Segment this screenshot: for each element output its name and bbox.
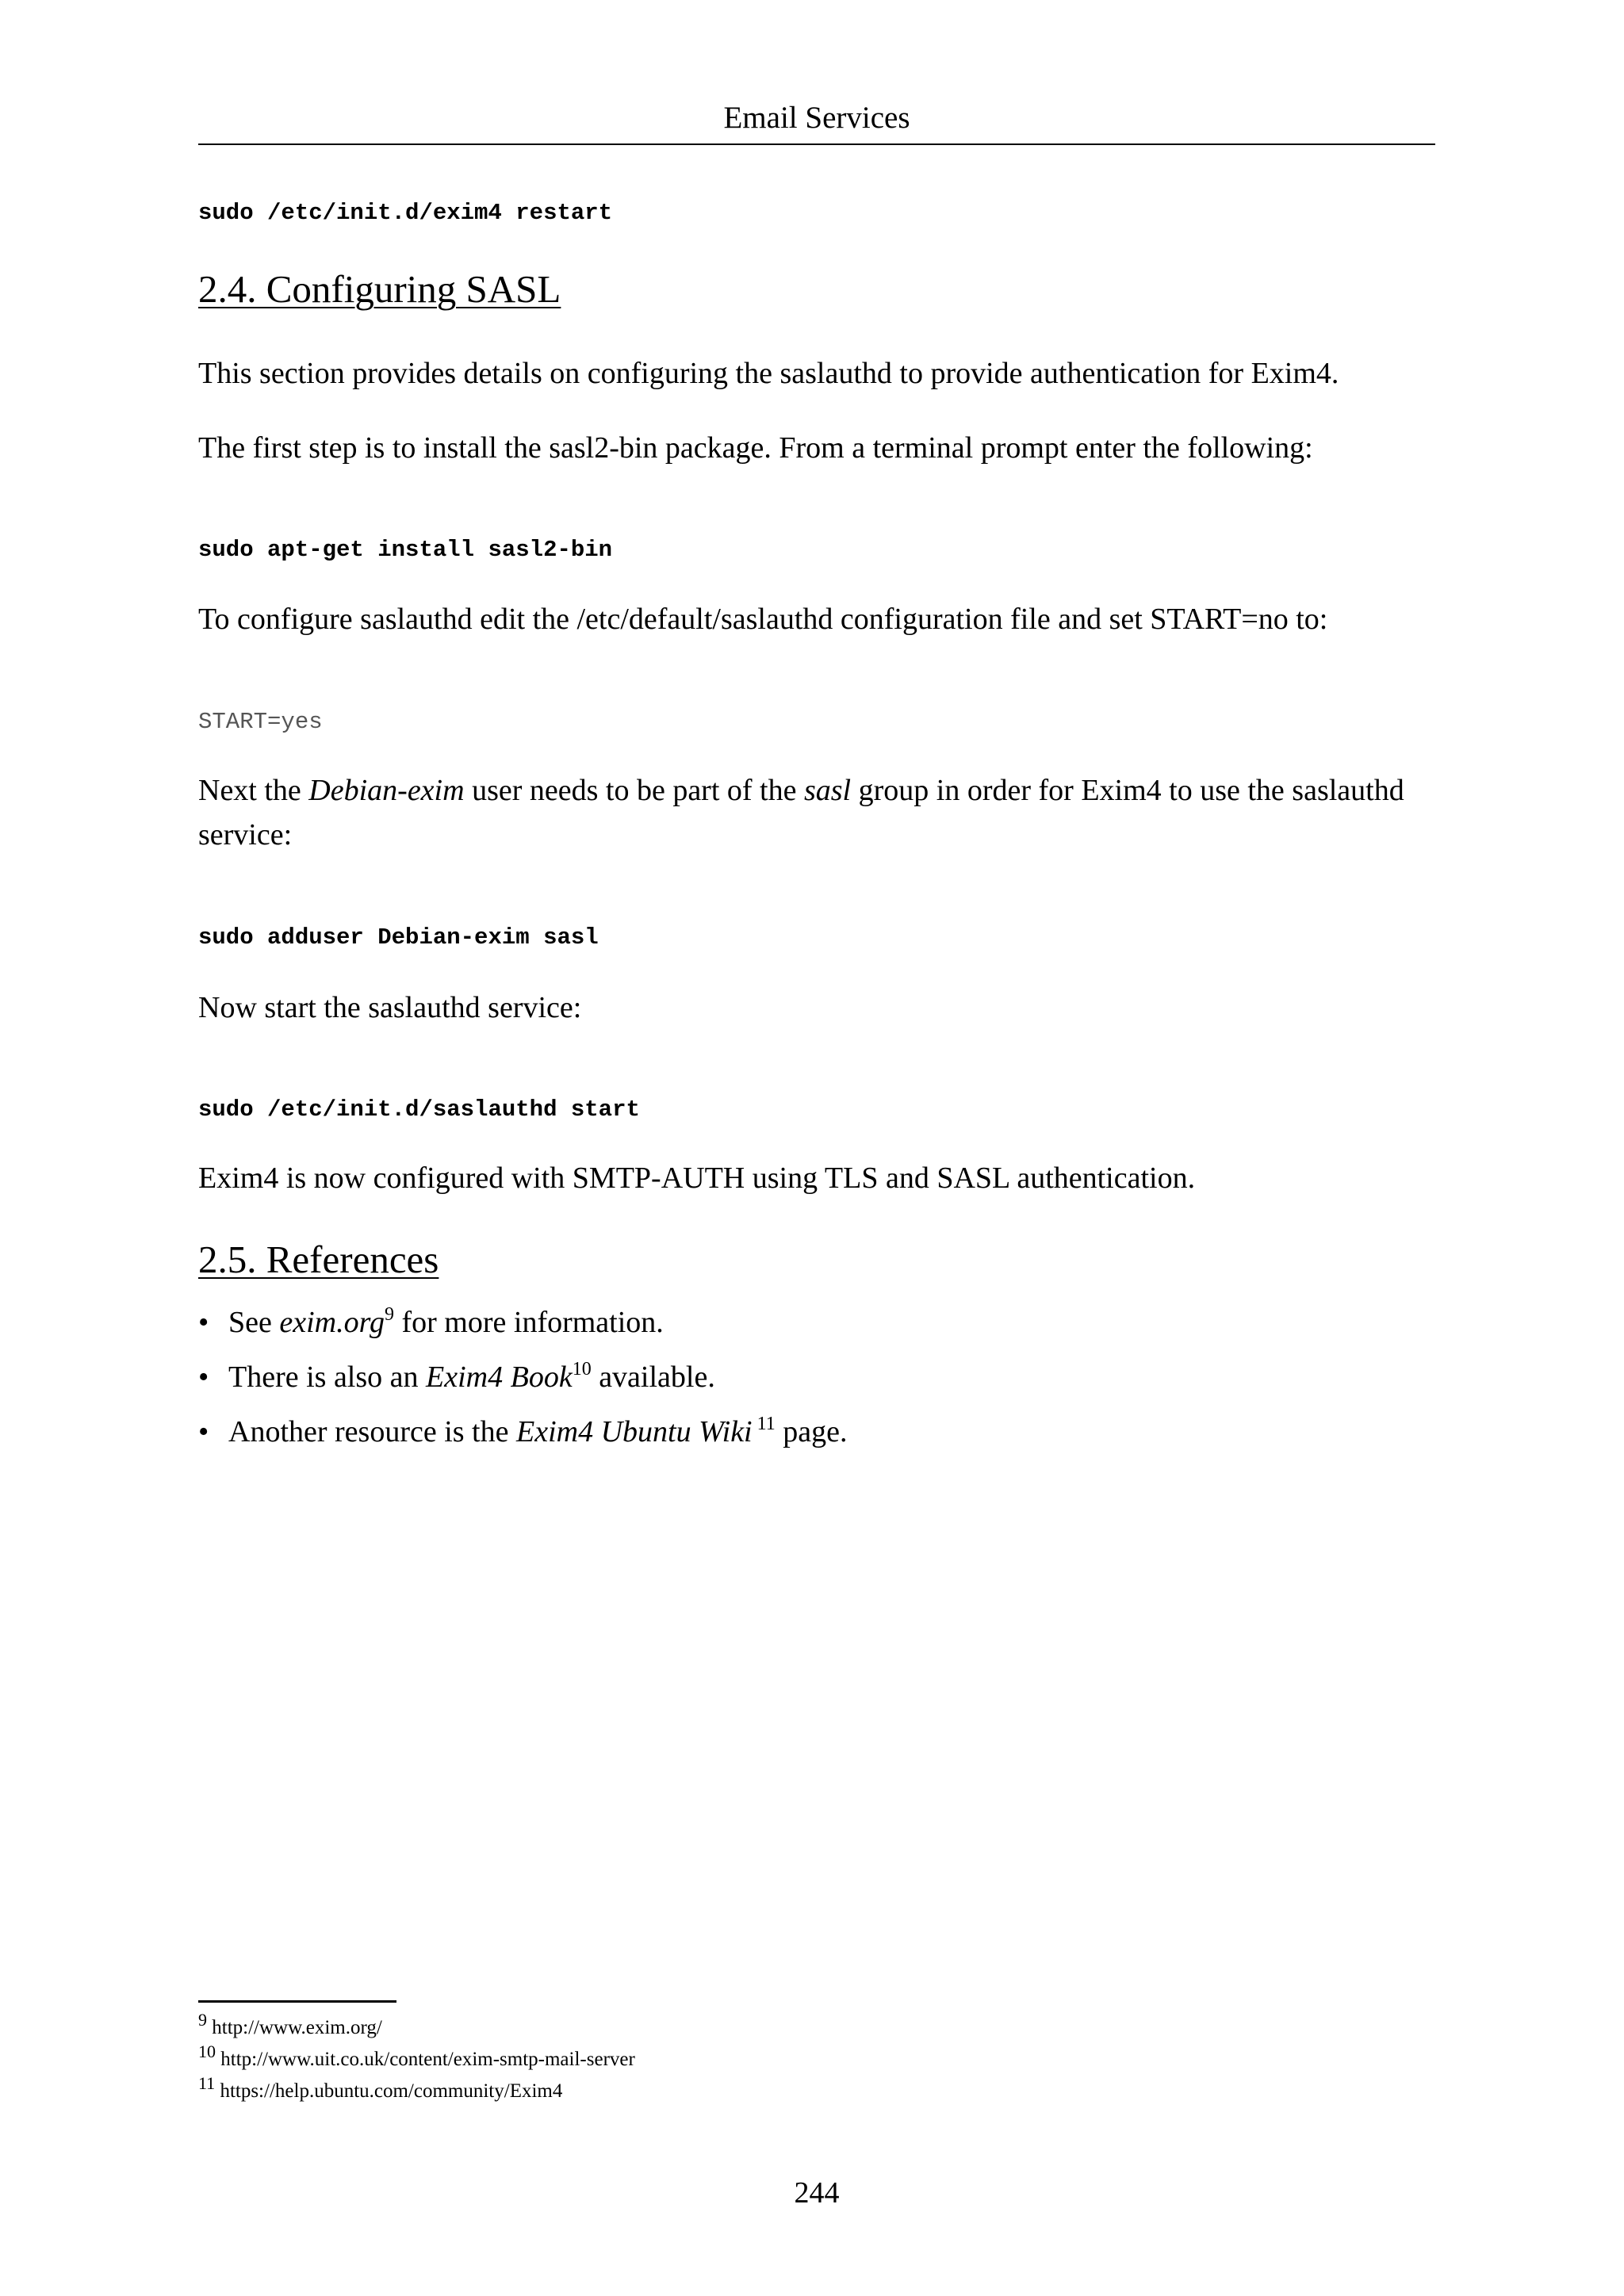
group-name-emphasis: sasl bbox=[803, 774, 852, 807]
header-rule bbox=[198, 144, 1435, 145]
paragraph-debian-exim-group bbox=[198, 768, 1435, 857]
footnote-url[interactable]: https://help.ubuntu.com/community/Exim4 bbox=[215, 2080, 563, 2102]
text-segment: available. bbox=[591, 1360, 715, 1394]
footnote-number: 9 bbox=[198, 2010, 207, 2030]
reference-link[interactable]: Exim4 Ubuntu Wiki bbox=[516, 1415, 753, 1448]
bullet-icon: • bbox=[198, 1360, 209, 1394]
footnote-11 bbox=[198, 2073, 1435, 2107]
paragraph-start-service: Now start the saslauthd service: bbox=[198, 991, 582, 1024]
text-segment: Next the bbox=[198, 774, 309, 807]
bullet-icon: • bbox=[198, 1306, 209, 1339]
text-segment: group in order for Exim4 to use the saslauthd service: bbox=[198, 774, 1404, 851]
text-segment: There is also an bbox=[228, 1360, 427, 1394]
footnote-number: 11 bbox=[198, 2073, 216, 2093]
paragraph-install-step: The first step is to install the sasl2-bin package. From a terminal prompt enter the following: bbox=[198, 431, 1313, 465]
text-segment: page. bbox=[775, 1415, 848, 1448]
paragraph-configured-summary: Exim4 is now configured with SMTP-AUTH using TLS and SASL authentication. bbox=[198, 1161, 1196, 1195]
footnote-10 bbox=[198, 2044, 1435, 2076]
footnote-ref[interactable]: 9 bbox=[385, 1304, 394, 1325]
page-number: 244 bbox=[794, 2176, 840, 2210]
reference-link[interactable]: exim.org bbox=[279, 1306, 385, 1339]
text-segment: See bbox=[228, 1306, 280, 1339]
footnote-9 bbox=[198, 2012, 1435, 2044]
references-list bbox=[198, 1295, 1435, 1460]
user-name-emphasis: Debian-exim bbox=[308, 774, 465, 807]
section-heading-references: 2.5. References bbox=[198, 1238, 439, 1281]
paragraph-configure-saslauthd: To configure saslauthd edit the /etc/default/saslauthd configuration file and set START=no to: bbox=[198, 603, 1328, 636]
code-saslauthd-start: sudo /etc/init.d/saslauthd start bbox=[198, 1096, 640, 1123]
footnote-rule bbox=[198, 2000, 396, 2003]
code-apt-get-install: sudo apt-get install sasl2-bin bbox=[198, 537, 613, 563]
list-item bbox=[198, 1295, 1435, 1350]
running-header: Email Services bbox=[723, 101, 910, 135]
footnote-number: 10 bbox=[198, 2042, 216, 2061]
paragraph-sasl-intro: This section provides details on configuring the saslauthd to provide authentication for Exim4. bbox=[198, 357, 1339, 390]
text-segment: Another resource is the bbox=[228, 1415, 516, 1448]
reference-link[interactable]: Exim4 Book bbox=[426, 1360, 573, 1394]
code-start-yes: START=yes bbox=[198, 709, 323, 735]
section-heading-sasl: 2.4. Configuring SASL bbox=[198, 267, 561, 311]
text-segment: user needs to be part of the bbox=[464, 774, 804, 807]
footnote-ref[interactable]: 11 bbox=[752, 1414, 776, 1434]
text-segment: for more information. bbox=[394, 1306, 664, 1339]
list-item bbox=[198, 1350, 1435, 1405]
bullet-icon: • bbox=[198, 1415, 209, 1448]
footnotes bbox=[198, 2012, 1435, 2107]
code-exim4-restart: sudo /etc/init.d/exim4 restart bbox=[198, 200, 613, 226]
footnote-url[interactable]: http://www.uit.co.uk/content/exim-smtp-mail-server bbox=[216, 2049, 635, 2070]
footnote-ref[interactable]: 10 bbox=[572, 1359, 592, 1380]
code-adduser: sudo adduser Debian-exim sasl bbox=[198, 924, 599, 951]
footnote-url[interactable]: http://www.exim.org/ bbox=[207, 2017, 382, 2038]
list-item bbox=[198, 1405, 1435, 1460]
